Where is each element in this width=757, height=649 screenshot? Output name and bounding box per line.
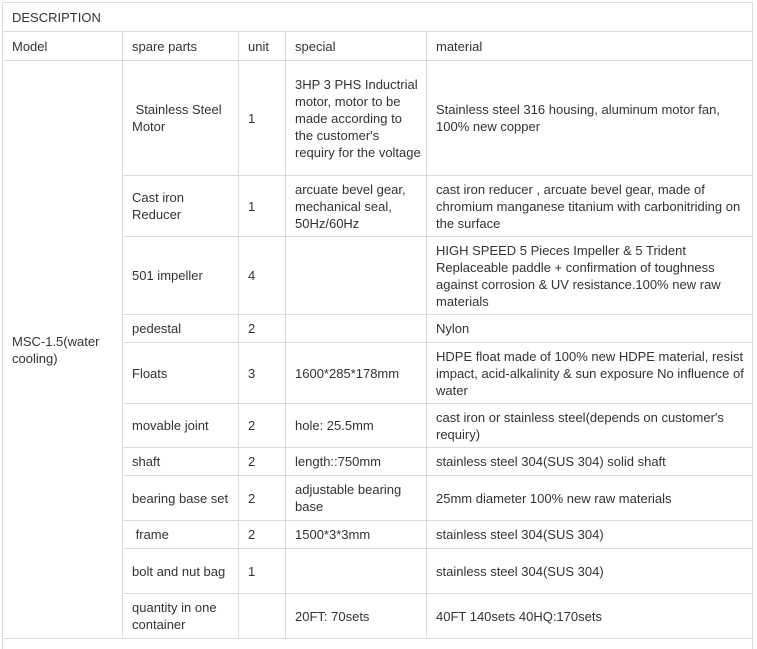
- unit-cell: 2: [239, 521, 286, 549]
- unit-cell: 2: [239, 404, 286, 448]
- part-cell: movable joint: [123, 404, 239, 448]
- unit-cell: 2: [239, 476, 286, 521]
- unit-cell: 1: [239, 61, 286, 176]
- material-cell: stainless steel 304(SUS 304): [427, 521, 753, 549]
- part-cell: Cast iron Reducer: [123, 176, 239, 237]
- material-cell: 25mm diameter 100% new raw materials: [427, 476, 753, 521]
- header-material: material: [427, 32, 753, 61]
- header-unit: unit: [239, 32, 286, 61]
- header-model: Model: [3, 32, 123, 61]
- material-cell: HDPE float made of 100% new HDPE material, resist impact, acid-alkalinity & sun exposure No influence of water: [427, 343, 753, 404]
- part-cell: quantity in one container: [123, 594, 239, 639]
- unit-cell: 3: [239, 343, 286, 404]
- part-cell: 501 impeller: [123, 237, 239, 315]
- unit-cell: 1: [239, 549, 286, 594]
- unit-cell: [239, 594, 286, 639]
- special-cell: [286, 237, 427, 315]
- material-cell: stainless steel 304(SUS 304): [427, 549, 753, 594]
- header-spare-parts: spare parts: [123, 32, 239, 61]
- special-cell: 1500*3*3mm: [286, 521, 427, 549]
- material-cell: HIGH SPEED 5 Pieces Impeller & 5 Trident Replaceable paddle + confirmation of toughness against corrosion & UV resistance.100% new raw materials: [427, 237, 753, 315]
- header-row: [3, 32, 753, 61]
- part-cell: bearing base set: [123, 476, 239, 521]
- special-cell: 20FT: 70sets: [286, 594, 427, 639]
- material-cell: cast iron reducer , arcuate bevel gear, made of chromium manganese titanium with carbonitriding on the surface: [427, 176, 753, 237]
- unit-cell: 1: [239, 176, 286, 237]
- trailing-row: [3, 639, 753, 649]
- table-caption: DESCRIPTION: [3, 3, 753, 32]
- part-cell: shaft: [123, 448, 239, 476]
- table-row: [3, 61, 753, 176]
- unit-cell: 4: [239, 237, 286, 315]
- material-cell: cast iron or stainless steel(depends on customer's requiry): [427, 404, 753, 448]
- special-cell: 1600*285*178mm: [286, 343, 427, 404]
- model-cell: MSC-1.5(water cooling): [3, 61, 123, 639]
- unit-cell: 2: [239, 315, 286, 343]
- part-cell: Floats: [123, 343, 239, 404]
- special-cell: 3HP 3 PHS Inductrial motor, motor to be made according to the customer's requiry for the voltage: [286, 61, 427, 176]
- part-cell: frame: [123, 521, 239, 549]
- material-cell: 40FT 140sets 40HQ:170sets: [427, 594, 753, 639]
- unit-cell: 2: [239, 448, 286, 476]
- special-cell: length::750mm: [286, 448, 427, 476]
- spec-table: [2, 2, 753, 649]
- special-cell: adjustable bearing base: [286, 476, 427, 521]
- part-cell: pedestal: [123, 315, 239, 343]
- special-cell: [286, 315, 427, 343]
- special-cell: [286, 549, 427, 594]
- special-cell: hole: 25.5mm: [286, 404, 427, 448]
- header-special: special: [286, 32, 427, 61]
- description-row: [3, 3, 753, 32]
- part-cell: bolt and nut bag: [123, 549, 239, 594]
- material-cell: Stainless steel 316 housing, aluminum motor fan, 100% new copper: [427, 61, 753, 176]
- material-cell: stainless steel 304(SUS 304) solid shaft: [427, 448, 753, 476]
- material-cell: Nylon: [427, 315, 753, 343]
- special-cell: arcuate bevel gear, mechanical seal, 50Hz/60Hz: [286, 176, 427, 237]
- part-cell: Stainless Steel Motor: [123, 61, 239, 176]
- trailing-cell: [3, 639, 753, 649]
